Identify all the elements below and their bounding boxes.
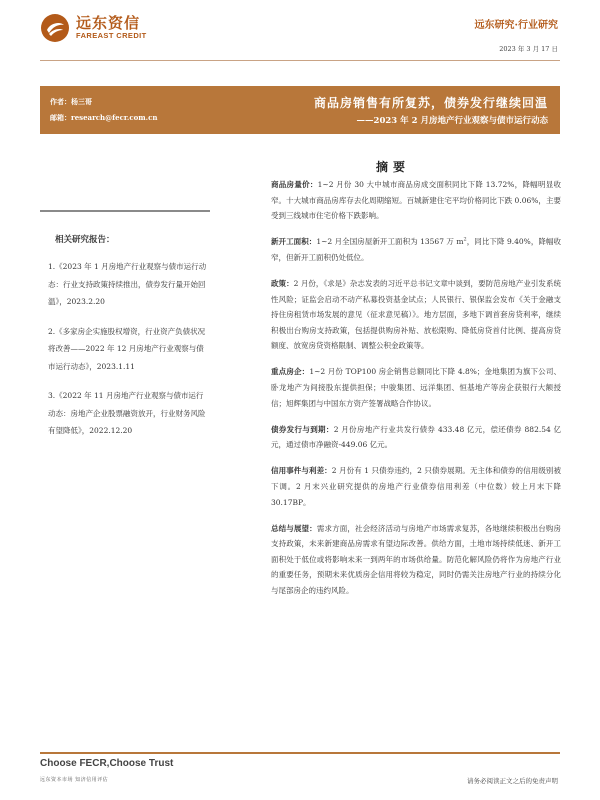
paragraph-text: 2 月份房地产行业共发行债券 433.48 亿元，偿还债券 882.54 亿元，通过债市净融资-449.06 亿元。 xyxy=(271,424,561,450)
paragraph-text: 2 月份有 1 只债券违约，2 只债券展期。无主体和债券的信用级别被下调。2 月末兴业研究提供的房地产行业债券信用利差（中位数）较上月末下降 30.17BP。 xyxy=(271,466,562,507)
email-label: 邮箱： xyxy=(50,113,71,122)
paragraph-text: 1~2 月全国房屋新开工面积为 13567 万 m xyxy=(316,237,464,247)
brand-logo-icon xyxy=(40,13,70,43)
related-reports-title: 相关研究报告： xyxy=(55,235,115,245)
paragraph-label: 政策： xyxy=(271,278,294,288)
header-divider xyxy=(40,60,560,61)
brand-name-en: FAREAST CREDIT xyxy=(76,31,147,40)
email-line xyxy=(50,113,157,123)
report-title: 商品房销售有所复苏，债券发行继续回温 xyxy=(313,96,548,110)
paragraph-label: 信用事件与利差： xyxy=(271,466,332,476)
summary-paragraph-credit-events xyxy=(271,463,561,510)
paragraph-text: 需求方面，社会经济活动与房地产市场需求复苏，各地继续积极出台购房支持政策，未来新建商品房需求有望边际改善。供给方面，土地市场持续低迷、新开工面积处于低位或将影响未来一到两年的市场供给量。防范化解风险仍将作为房地产行业的重要任务，预期未来优质房企信用将较为稳定，同时仍需关注房地产行业的持续分化与尾部房企的违约风险。 xyxy=(271,523,561,596)
related-report-item: 2.《多家房企实施股权增资，行业资产负债状况将改善——2022 年 12 月房地产行业观察与债市运行动态》，2023.1.11 xyxy=(48,326,206,371)
email-address[interactable]: research@fecr.com.cn xyxy=(71,113,158,122)
brand-logo xyxy=(40,13,147,43)
paragraph-label: 重点房企： xyxy=(271,367,310,377)
report-subtitle: ——2023 年 2 月房地产行业观察与债市运行动态 xyxy=(356,116,548,126)
summary-body xyxy=(271,177,561,609)
report-type: 远东研究·行业研究 xyxy=(474,20,558,31)
summary-paragraph-sales xyxy=(271,177,561,224)
superscript: 2 xyxy=(463,236,467,243)
related-report-item: 1.《2023 年 1 月房地产行业观察与债市运行动态：行业支持政策持续推出，债券发行量开始回温》，2023.2.20 xyxy=(48,262,207,306)
paragraph-label: 债券发行与到期： xyxy=(271,424,334,434)
paragraph-text: 1~2 月份 30 大中城市商品房成交面积同比下降 13.72%，降幅明显收窄。十大城市商品房库存去化周期缩短。百城新建住宅平均价格同比下跌 0.06%，主要受到三线城市住宅价格下跌影响。 xyxy=(271,180,561,221)
paragraph-label: 新开工面积： xyxy=(271,237,317,247)
paragraph-label: 总结与展望： xyxy=(271,523,317,533)
summary-heading: 摘要 xyxy=(376,160,411,174)
title-band xyxy=(40,86,560,134)
footer-disclaimer: 请务必阅读正文之后的免责声明 xyxy=(467,777,558,785)
author-line xyxy=(50,97,92,107)
summary-paragraph-bond-issuance xyxy=(271,422,561,453)
footer-motto: 远东资本市场 知济信用评估 xyxy=(40,777,109,783)
paragraph-label: 商品房量价： xyxy=(271,180,318,189)
footer-divider xyxy=(40,752,560,754)
summary-paragraph-key-developers xyxy=(271,364,561,411)
sidebar-divider xyxy=(40,210,210,212)
author-label: 作者： xyxy=(50,97,71,106)
related-report-item: 3.《2022 年 11 月房地产行业观察与债市运行动态：房地产企业股票融资放开，行业财务风险有望降低》，2022.12.20 xyxy=(48,391,206,435)
summary-paragraph-outlook xyxy=(271,521,561,599)
paragraph-text: 2 月份，《求是》杂志发表的习近平总书记文章中谈到，要防范房地产业引发系统性风险；证监会启动不动产私募投资基金试点；人民银行、银保监会发布《关于金融支持住房租赁市场发展的意见（征求意见稿）》。地方层面，多地下调首套房贷利率，继续积极出台购房支持政策，包括提供购房补贴、放松限购、降低房贷首付比例、提高房贷额度、放宽房贷资格限制、调整公积金政策等。 xyxy=(271,278,562,351)
footer-slogan: Choose FECR,Choose Trust xyxy=(40,758,174,769)
summary-paragraph-policy xyxy=(271,276,561,354)
summary-paragraph-new-starts xyxy=(271,234,561,265)
paragraph-text: ，同比下降 9.40%，降幅收窄，但新开工面积仍处低位。 xyxy=(271,237,561,262)
author-name: 杨三哥 xyxy=(71,97,92,106)
report-date: 2023 年 3 月 17 日 xyxy=(499,45,558,53)
paragraph-text: 1~2 月份 TOP100 房企销售总额同比下降 4.8%；金地集团为旗下公司、卧龙地产为间接股东提供担保；中骏集团、远洋集团、恒基地产等房企获银行大额授信；旭辉集团与中国东方资产签署战略合作协议。 xyxy=(271,367,562,408)
related-reports-list xyxy=(48,258,208,452)
brand-name-cn: 远东资信 xyxy=(76,14,141,32)
